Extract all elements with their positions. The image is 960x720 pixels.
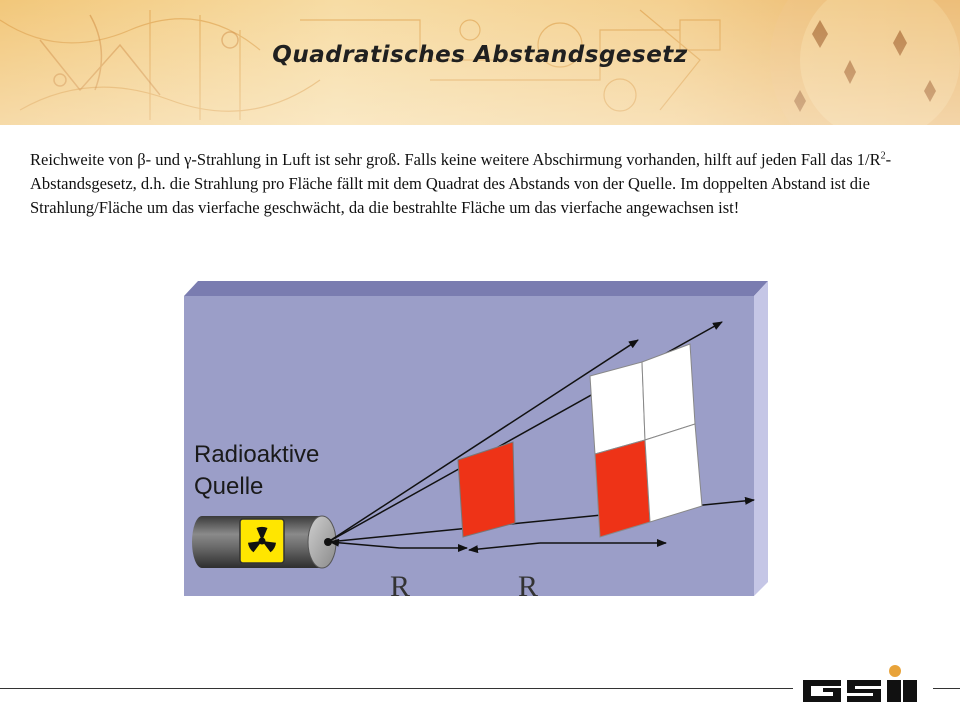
area-2r-cell-br bbox=[645, 424, 702, 522]
paragraph-part-2: -Abstandsgesetz, d.h. die Strahlung pro Fläche fällt mit dem Quadrat des Abstands von der Quelle. Im doppelten Abstand ist die Strahlung/Fläche um das vierfache geschwächt, da die bestrahlte Fläche um das vierfache angewachsen ist! bbox=[30, 150, 892, 217]
distance-label-2: R bbox=[518, 570, 539, 600]
distance-label-1: R bbox=[390, 570, 411, 600]
area-2r-cell-bl bbox=[595, 440, 650, 537]
header-banner bbox=[0, 0, 960, 125]
source-label-line2: Quelle bbox=[194, 473, 264, 500]
gsi-logo-dot bbox=[889, 665, 901, 677]
figure-diagram bbox=[180, 278, 780, 600]
gsi-logo bbox=[793, 660, 933, 709]
slide-title: Quadratisches Abstandsgesetz bbox=[272, 42, 688, 68]
radioactive-source bbox=[192, 516, 336, 568]
paragraph-part-1: Reichweite von β- und γ-Strahlung in Luft ist sehr groß. Falls keine weitere Abschirmung vorhanden, hilft auf jeden Fall das 1/R bbox=[30, 150, 881, 169]
area-at-distance-2r bbox=[590, 344, 702, 537]
body-paragraph bbox=[30, 148, 930, 220]
source-label-line1: Radioaktive bbox=[194, 441, 320, 468]
paragraph-superscript: 2 bbox=[880, 150, 886, 162]
gsi-logo-mark bbox=[793, 660, 933, 704]
panel-top bbox=[184, 281, 768, 296]
area-2r-cell-tl bbox=[590, 362, 645, 454]
inverse-square-figure bbox=[180, 278, 780, 605]
panel-side bbox=[754, 281, 768, 596]
